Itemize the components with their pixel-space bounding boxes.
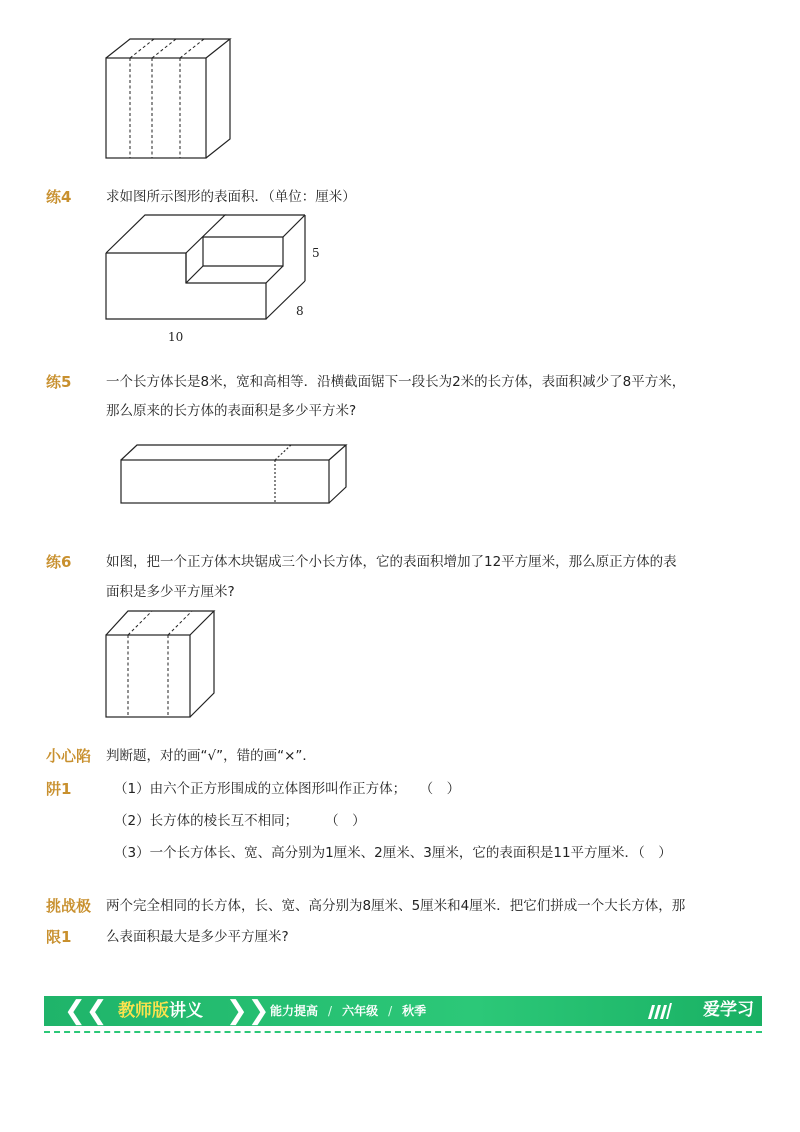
brand-logo-icon (646, 1001, 672, 1021)
exercise-4-label: 练4 (46, 188, 72, 206)
challenge-label-line2: 限1 (46, 928, 72, 946)
footer-title-tail: 讲义 (169, 1001, 203, 1021)
breadcrumb-item: 能力提高 (270, 1004, 319, 1018)
cube-figure-top (100, 35, 230, 165)
trap-intro: 判断题，对的画“√”，错的画“×”． (106, 748, 316, 764)
footer-breadcrumb: 能力提高 / 六年级 / 秋季 (270, 1004, 427, 1018)
trap-label-line1: 小心陷 (46, 747, 92, 765)
trap-label-line2: 阱1 (46, 780, 72, 798)
brand-name: 爱学习 (703, 1000, 754, 1020)
trap-item-2: （2）长方体的棱长互不相同； （ ） (114, 813, 366, 829)
double-chevron-left-icon: ❮❮ (64, 996, 108, 1026)
exercise-6-line1: 如图，把一个正方体木块锯成三个小长方体，它的表面积增加了12平方厘米，那么原正方体的表 (106, 554, 677, 570)
breadcrumb-item: 秋季 (402, 1004, 427, 1018)
footer-banner (44, 996, 762, 1026)
trap-item-1: （1）由六个正方形围成的立体图形叫作正方体； （ ） (114, 781, 461, 797)
dim-depth-label: 8 (296, 304, 304, 318)
challenge-label-line1: 挑战极 (46, 897, 92, 915)
challenge-line2: 么表面积最大是多少平方厘米? (106, 929, 289, 945)
dim-length-label: 10 (168, 330, 184, 344)
footer-title (118, 1000, 203, 1022)
footer-title-main: 教师版 (118, 1001, 169, 1021)
trap-item-3: （3）一个长方体长、宽、高分别为1厘米、2厘米、3厘米，它的表面积是11平方厘米．（ ） (114, 845, 672, 861)
double-chevron-right-icon: ❯❯ (226, 996, 270, 1026)
footer-divider (44, 1031, 762, 1033)
exercise-6-line2: 面积是多少平方厘米? (106, 584, 235, 600)
exercise-4-text: 求如图所示图形的表面积．（单位：厘米） (106, 189, 356, 205)
dim-height-label: 5 (312, 246, 320, 260)
exercise-5-line1: 一个长方体长是8米，宽和高相等．沿横截面锯下一段长为2米的长方体，表面积减少了8平方米， (106, 374, 686, 390)
challenge-line1: 两个完全相同的长方体，长、宽、高分别为8厘米、5厘米和4厘米．把它们拼成一个大长方体，那 (106, 898, 686, 914)
long-prism-figure (115, 440, 355, 510)
exercise-5-label: 练5 (46, 373, 72, 391)
exercise-6-label: 练6 (46, 553, 72, 571)
stepped-prism-figure (100, 205, 340, 350)
exercise-5-line2: 那么原来的长方体的表面积是多少平方米? (106, 403, 357, 419)
cube-figure-sawn (100, 603, 230, 723)
breadcrumb-item: 六年级 (342, 1004, 379, 1018)
